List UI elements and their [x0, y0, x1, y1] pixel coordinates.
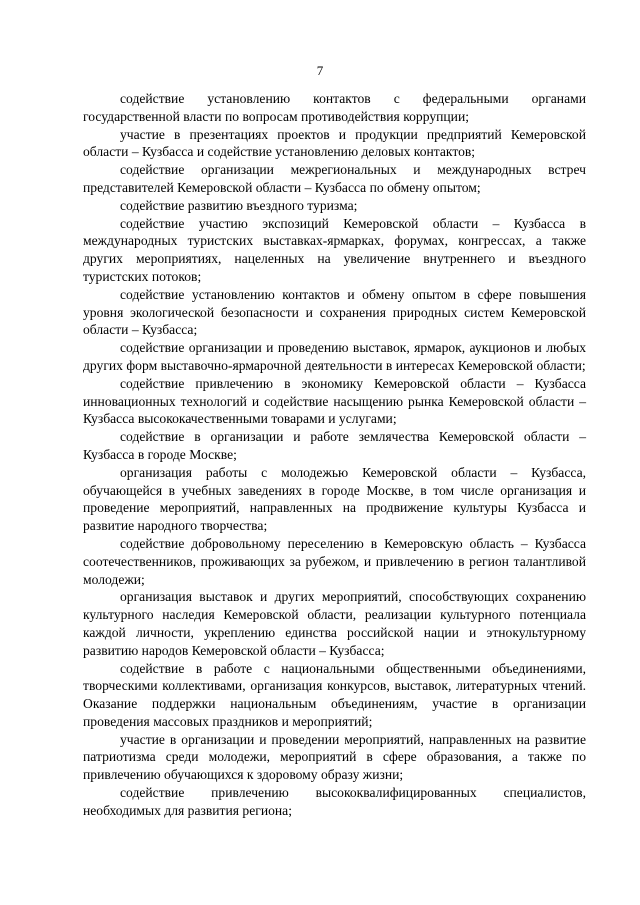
- paragraph-federal-contacts: содействие установлению контактов с федеральными органами государственной власти по вопросам противодействия коррупции;: [83, 91, 586, 124]
- document-body: [83, 90, 586, 820]
- paragraph-fairs-auctions: содействие организации и проведению выставок, ярмарок, аукционов и любых других форм выставочно-ярмарочной деятельности в интересах Кемеровской области;: [83, 340, 586, 373]
- paragraph-tourist-exhibitions: содействие участию экспозиций Кемеровской области – Кузбасса в международных туристских выставках-ярмарках, форумах, конгрессах, а также других мероприятиях, нацеленных на увеличение внутреннего и въездного туристских потоков;: [83, 215, 586, 284]
- paragraph-patriotism: участие в организации и проведении мероприятий, направленных на развитие патриотизма среди молодежи, мероприятий в сфере образования, а также по привлечению обучающихся к здоровому образу жизни;: [83, 731, 586, 783]
- paragraph-inbound-tourism: содействие развитию въездного туризма;: [120, 197, 358, 213]
- paragraph-youth-work: организация работы с молодежью Кемеровской области – Кузбасса, обучающейся в учебных заведениях в городе Москве, в том числе организация и проведение мероприятий, направленных на продвижение культуры Кузбасса и развитие народного творчества;: [83, 464, 586, 534]
- paragraph-cultural-heritage: организация выставок и других мероприятий, способствующих сохранению культурного наследия Кемеровской области, реализации культурного потенциала каждой личности, укреплению единства российской нации и этнокультурному развитию народов Кемеровской области – Кузбасса;: [83, 589, 586, 658]
- paragraph-specialists: содействие привлечению высококвалифицированных специалистов, необходимых для развития региона;: [83, 785, 586, 818]
- paragraph-ecological-safety: содействие установлению контактов и обмену опытом в сфере повышения уровня экологической безопасности и сохранения природных систем Кемеровской области – Кузбасса;: [83, 286, 586, 338]
- paragraph-innovation-technologies: содействие привлечению в экономику Кемеровской области – Кузбасса инновационных технологий и содействие насыщению рынка Кемеровской области – Кузбасса высококачественными товарами и услугами;: [83, 375, 586, 427]
- paragraph-interregional-meetings: содействие организации межрегиональных и международных встреч представителей Кемеровской области – Кузбасса по обмену опытом;: [83, 162, 586, 195]
- paragraph-national-associations: содействие в работе с национальными общественными объединениями, творческими коллективами, организация конкурсов, выставок, литературных чтений. Оказание поддержки национальным объединениям, участие в организации проведения массовых праздников и мероприятий;: [83, 660, 586, 729]
- paragraph-community-moscow: содействие в организации и работе землячества Кемеровской области – Кузбасса в городе Москве;: [83, 429, 586, 462]
- paragraph-presentations: участие в презентациях проектов и продукции предприятий Кемеровской области – Кузбасса и содействие установлению деловых контактов;: [83, 126, 586, 160]
- paragraph-resettlement: содействие добровольному переселению в Кемеровскую область – Кузбасса соотечественников, проживающих за рубежом, и привлечению в регион талантливой молодежи;: [83, 535, 586, 587]
- page-number: 7: [316, 63, 324, 78]
